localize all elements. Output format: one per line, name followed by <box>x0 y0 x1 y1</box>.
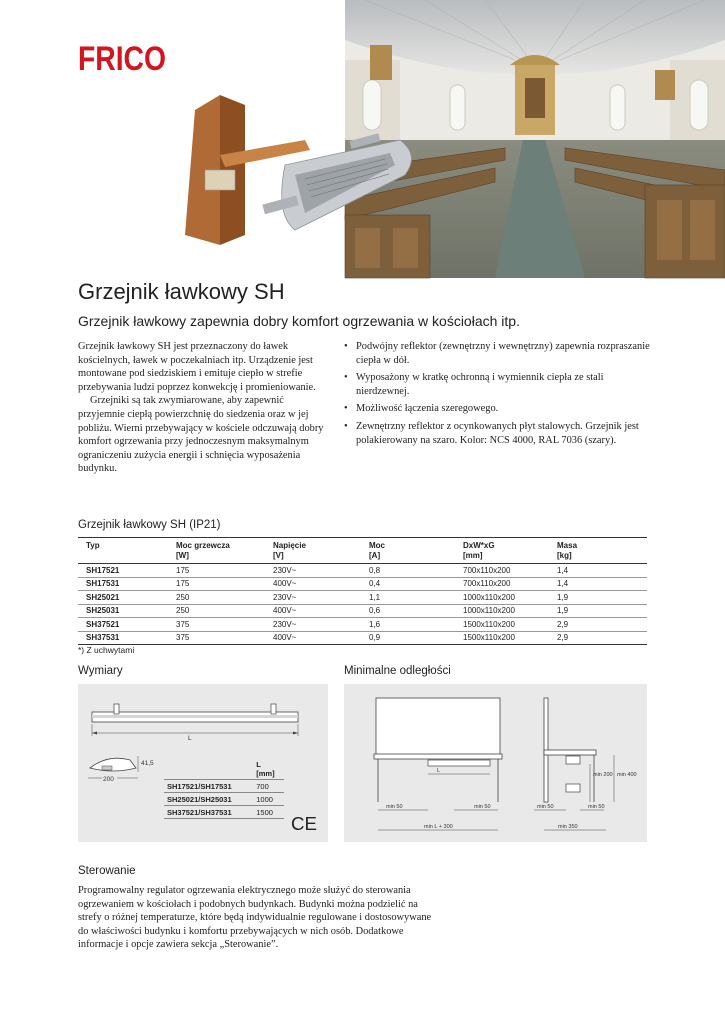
distances-panel <box>344 684 647 842</box>
intro-text <box>78 340 330 476</box>
control-text: Programowalny regulator ogrzewania elektrycznego może służyć do sterowania ogrzewaniem w kościołach i podobnych budynkach. Budynki można podzielić na strefy o różnej temperaturze, które będą indywidualnie regulowane i dostosowywane do właściwości budynku i komfortu przebywających w nich osób. Dodatkowe informacje i opcje zawiera sekcja „Sterowanie”. <box>78 885 432 951</box>
cell-current: 0,9 <box>361 631 455 645</box>
cell-mass: 2,9 <box>549 631 647 645</box>
cell-dimensions: 1000x110x200 <box>455 604 549 618</box>
dist-label-L: L <box>437 768 441 774</box>
cell-current: 1,1 <box>361 591 455 605</box>
table-footnote: *) Z uchwytami <box>78 645 135 655</box>
cell-dimensions: 1500x110x200 <box>455 631 549 645</box>
cell-voltage: 230V~ <box>265 591 361 605</box>
ce-mark-icon <box>291 814 317 832</box>
cell-dimensions: 700x110x200 <box>455 564 549 578</box>
spec-table <box>78 537 647 645</box>
col-header-voltage: Napięcie [V] <box>265 538 361 564</box>
dimensions-title: Wymiary <box>78 665 123 677</box>
distances-drawing <box>344 684 647 842</box>
table-row <box>78 564 647 578</box>
dist-label-min50-d: min 50 <box>588 804 605 810</box>
dist-label-min400: min 400 <box>617 772 637 778</box>
distances-title: Minimalne odległości <box>344 665 451 677</box>
table-row <box>78 631 647 645</box>
col-header-typ: Typ <box>78 538 168 564</box>
dimensions-panel <box>78 684 328 842</box>
spec-table-header-row <box>78 538 647 564</box>
dims-model: SH37521/SH37531 <box>164 806 253 819</box>
cell-power: 250 <box>168 604 265 618</box>
cell-current: 0,6 <box>361 604 455 618</box>
cell-power: 175 <box>168 577 265 591</box>
cell-dimensions: 700x110x200 <box>455 577 549 591</box>
ce-mark-text: CE <box>291 814 317 834</box>
table-row <box>78 577 647 591</box>
cell-voltage: 400V~ <box>265 604 361 618</box>
cell-current: 0,4 <box>361 577 455 591</box>
cell-power: 175 <box>168 564 265 578</box>
dims-value: 1000 <box>253 793 284 806</box>
dist-label-min200: min 200 <box>593 772 613 778</box>
cell-mass: 1,9 <box>549 591 647 605</box>
dist-label-min50-c: min 50 <box>537 804 554 810</box>
intro-paragraph-1: Grzejnik ławkowy SH jest przeznaczony do ławek kościelnych, ławek w poczekalniach itp. Urządzenie jest montowane pod siedziskiem i emituje ciepło w strefie przebywania ludzi poprzez konwekcję i promieniowanie. <box>78 341 316 393</box>
col-header-current: Moc [A] <box>361 538 455 564</box>
col-header-mass: Masa [kg] <box>549 538 647 564</box>
cell-current: 0,8 <box>361 564 455 578</box>
table-row <box>164 793 284 806</box>
page-title: Grzejnik ławkowy SH <box>78 279 285 304</box>
bench-heater-image <box>185 95 425 265</box>
spec-table-title: Grzejnik ławkowy SH (IP21) <box>78 519 221 531</box>
feature-item: • Możliwość łączenia szeregowego. <box>344 402 650 416</box>
table-row <box>78 618 647 632</box>
cell-power: 375 <box>168 618 265 632</box>
table-row <box>164 780 284 793</box>
intro-paragraph-2: Grzejniki są tak zwymiarowane, aby zapewnić przyjemnie ciepłą powierzchnię do siedzenia oraz w jej pobliżu. Wierni przebywający w kościele odczuwają dobry komfort ogrzewania przy jednoczesnym maksymalnym ograniczeniu zużycia energii i schnięcia wyposażenia budynku. <box>78 395 324 475</box>
dist-label-minL300: min L + 300 <box>424 824 453 830</box>
cell-voltage: 400V~ <box>265 631 361 645</box>
dims-header-L: L [mm] <box>256 760 275 778</box>
dims-value: 1500 <box>253 806 284 819</box>
frico-logo <box>78 38 168 76</box>
feature-item: • Zewnętrzny reflektor z ocynkowanych płyt stalowych. Grzejnik jest polakierowany na szaro. Kolor: NCS 4000, RAL 7036 (szary). <box>344 420 650 447</box>
cell-voltage: 230V~ <box>265 618 361 632</box>
logo-text: FRICO <box>78 40 166 78</box>
cell-dimensions: 1000x110x200 <box>455 591 549 605</box>
cell-current: 1,6 <box>361 618 455 632</box>
cell-type: SH17521 <box>78 564 168 578</box>
cell-power: 250 <box>168 591 265 605</box>
dimensions-table <box>164 759 284 819</box>
col-header-power: Moc grzewcza [W] <box>168 538 265 564</box>
cell-mass: 1,4 <box>549 577 647 591</box>
cell-mass: 2,9 <box>549 618 647 632</box>
dim-label-L: L <box>188 735 192 742</box>
dims-model: SH25021/SH25031 <box>164 793 253 806</box>
cell-voltage: 400V~ <box>265 577 361 591</box>
dims-model: SH17521/SH17531 <box>164 780 253 793</box>
cell-type: SH25021 <box>78 591 168 605</box>
cell-type: SH17531 <box>78 577 168 591</box>
cell-power: 375 <box>168 631 265 645</box>
feature-list <box>344 340 650 451</box>
cell-mass: 1,4 <box>549 564 647 578</box>
feature-item: • Wyposażony w kratkę ochronną i wymiennik ciepła ze stali nierdzewnej. <box>344 371 650 398</box>
col-header-dimensions: DxW*xG [mm] <box>455 538 549 564</box>
cell-mass: 1,9 <box>549 604 647 618</box>
table-row <box>78 604 647 618</box>
cell-type: SH37531 <box>78 631 168 645</box>
dim-label-depth: 200 <box>103 776 114 783</box>
dims-value: 700 <box>253 780 284 793</box>
cell-type: SH25031 <box>78 604 168 618</box>
cell-type: SH37521 <box>78 618 168 632</box>
dist-label-min350: min 350 <box>558 824 578 830</box>
page-subtitle: Grzejnik ławkowy zapewnia dobry komfort ogrzewania w kościołach itp. <box>78 313 520 329</box>
cell-voltage: 230V~ <box>265 564 361 578</box>
control-title: Sterowanie <box>78 865 136 877</box>
dist-label-min50-b: min 50 <box>474 804 491 810</box>
cell-dimensions: 1500x110x200 <box>455 618 549 632</box>
dims-header-blank <box>164 759 253 780</box>
table-row <box>78 591 647 605</box>
dim-label-height: 41,5 <box>141 760 154 767</box>
feature-item: • Podwójny reflektor (zewnętrzny i wewnętrzny) zapewnia rozpraszanie ciepła w dół. <box>344 340 650 367</box>
table-row <box>164 806 284 819</box>
dist-label-min50-a: min 50 <box>386 804 403 810</box>
